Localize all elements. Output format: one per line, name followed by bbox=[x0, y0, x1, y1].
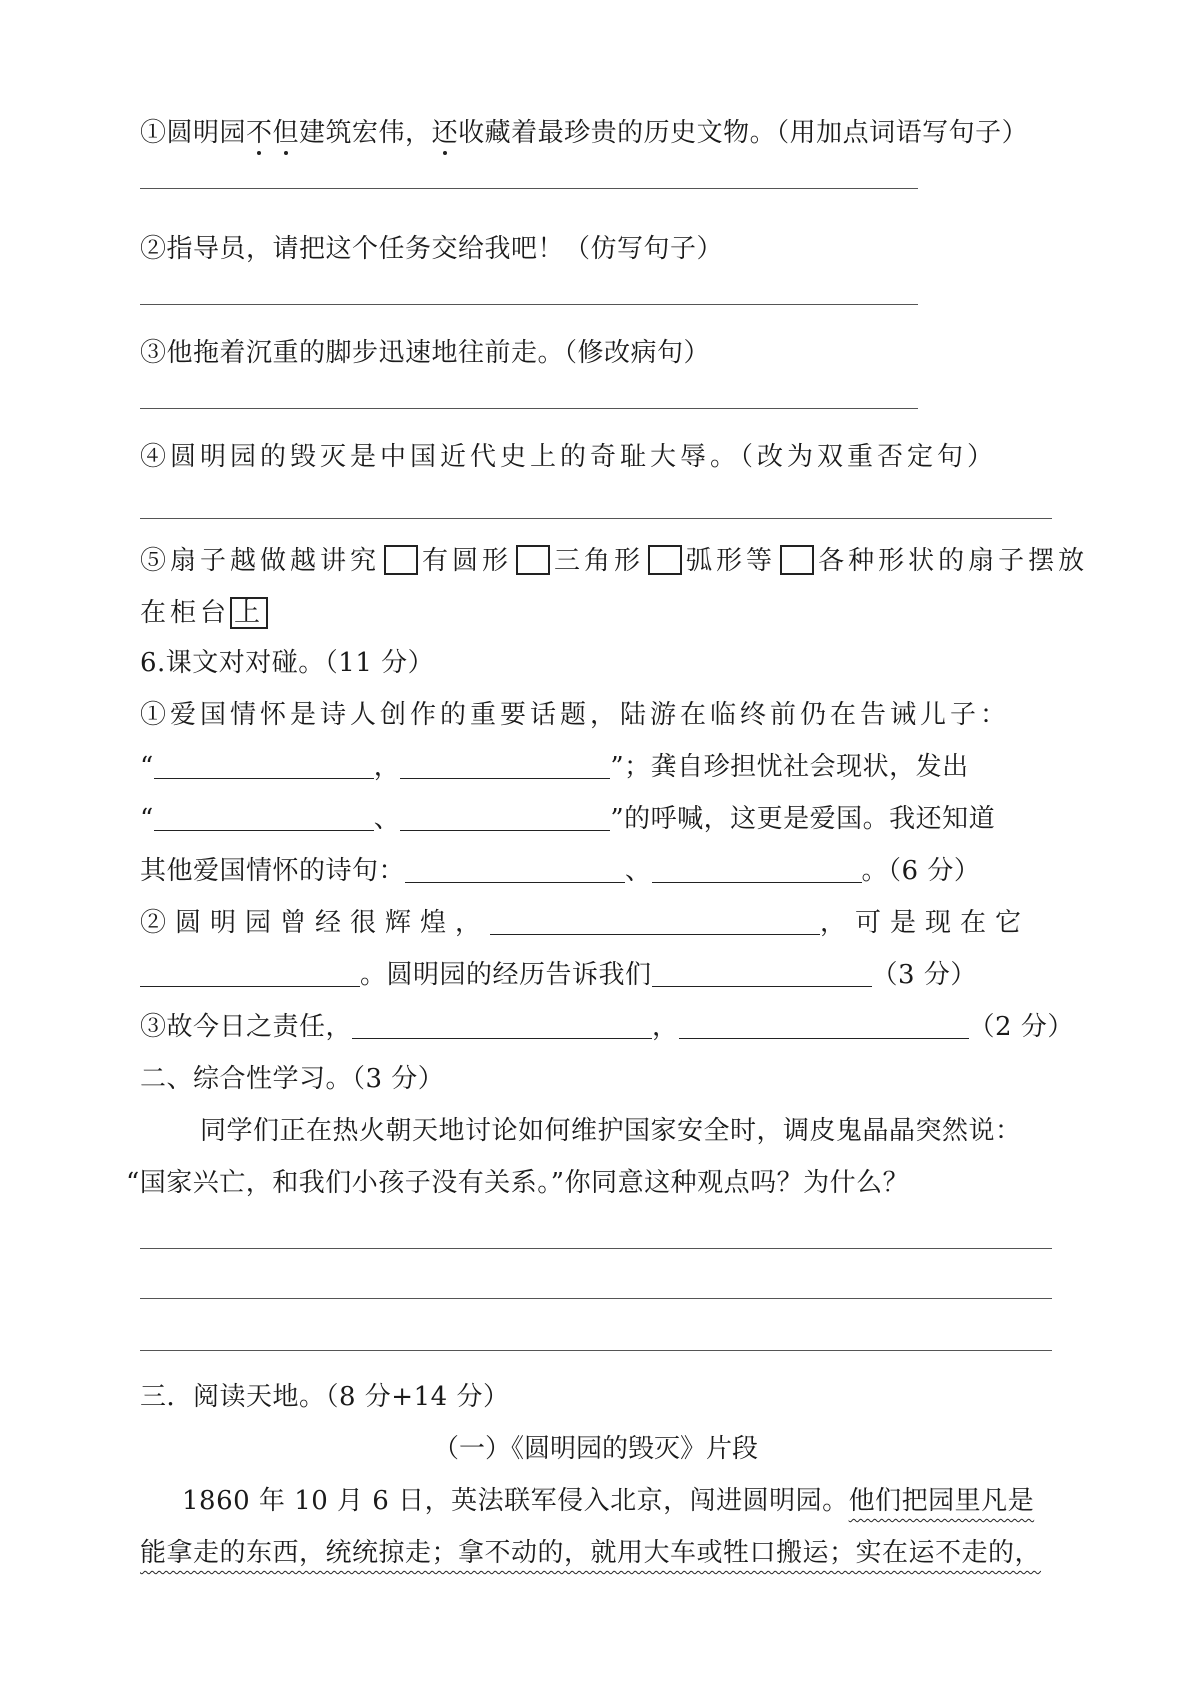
passage-line2: 能拿走的东西，统统掠走；拿不动的，就用大车或牲口搬运；实在运不走的， bbox=[140, 1538, 1042, 1568]
answer-line[interactable] bbox=[140, 408, 918, 409]
answer-line[interactable] bbox=[140, 518, 1052, 519]
passage-line1: 1860 年 10 月 6 日，英法联军侵入北京，闯进圆明园。他们把园里凡是 bbox=[182, 1486, 1035, 1516]
fill-blank[interactable] bbox=[352, 1014, 652, 1039]
passage-title: （一）《圆明园的毁灭》片段 bbox=[432, 1434, 758, 1464]
q6-p1-line2: “ ， ”；龚自珍担忧社会现状，发出 bbox=[140, 752, 969, 782]
punctuation-box[interactable]: 上 bbox=[230, 597, 268, 629]
section-3-title: 三．阅读天地。（8 分+14 分） bbox=[140, 1382, 510, 1412]
answer-line[interactable] bbox=[140, 1350, 1052, 1351]
section-2-text-line1: 同学们正在热火朝天地讨论如何维护国家安全时，调皮鬼晶晶突然说： bbox=[200, 1116, 1022, 1146]
emphasis-dot-char: 不 bbox=[246, 118, 273, 148]
punctuation-box[interactable] bbox=[384, 545, 418, 575]
q6-p3: ③故今日之责任， ， （2 分） bbox=[140, 1012, 1074, 1042]
answer-line[interactable] bbox=[140, 1298, 1052, 1299]
question-6-title: 6.课文对对碰。（11 分） bbox=[140, 648, 435, 678]
fill-blank[interactable] bbox=[400, 806, 610, 831]
item-4: ④圆明园的毁灭是中国近代史上的奇耻大辱。（改为双重否定句） bbox=[140, 442, 998, 472]
fill-blank[interactable] bbox=[405, 858, 625, 883]
answer-line[interactable] bbox=[140, 1248, 1052, 1249]
fill-blank[interactable] bbox=[400, 754, 610, 779]
item-2: ②指导员，请把这个任务交给我吧！（仿写句子） bbox=[140, 234, 724, 264]
fill-blank[interactable] bbox=[652, 858, 862, 883]
q6-p2-line2: 。圆明园的经历告诉我们 （3 分） bbox=[140, 958, 977, 992]
answer-line[interactable] bbox=[140, 188, 918, 189]
fill-blank[interactable] bbox=[490, 910, 820, 935]
emphasis-dot-char: 但 bbox=[272, 118, 300, 148]
fill-blank[interactable] bbox=[154, 806, 374, 831]
q6-p1-line1: ①爱国情怀是诗人创作的重要话题，陆游在临终前仍在告诫儿子： bbox=[140, 700, 1011, 730]
fill-blank[interactable] bbox=[652, 962, 872, 987]
emphasis-dot-char: 还 bbox=[431, 118, 459, 148]
fill-blank[interactable] bbox=[140, 962, 360, 987]
item-3: ③他拖着沉重的脚步迅速地往前走。（修改病句） bbox=[140, 338, 711, 368]
wavy-underlined-text: 他们把园里凡是 bbox=[848, 1486, 1035, 1516]
q6-p2-line1: ②圆明园曾经很辉煌， ，可是现在它 bbox=[140, 908, 1031, 938]
punctuation-box[interactable] bbox=[780, 545, 814, 575]
fill-blank[interactable] bbox=[154, 754, 374, 779]
q6-p1-line3: “ 、 ”的呼喊，这更是爱国。我还知道 bbox=[140, 804, 996, 834]
item-1: ①圆明园不但建筑宏伟，还收藏着最珍贵的历史文物。（用加点词语写句子） bbox=[140, 118, 1029, 148]
item-5-cont: 在柜台 上 bbox=[140, 596, 268, 630]
answer-line[interactable] bbox=[140, 304, 918, 305]
item-5: ⑤扇子越做越讲究 有圆形 三角形 弧形等 各种形状的扇子摆放 bbox=[140, 546, 1089, 576]
punctuation-box[interactable] bbox=[516, 545, 550, 575]
fill-blank[interactable] bbox=[679, 1014, 969, 1039]
section-2-text-line2: “国家兴亡，和我们小孩子没有关系。”你同意这种观点吗？为什么？ bbox=[126, 1168, 910, 1198]
section-2-title: 二、综合性学习。（3 分） bbox=[140, 1064, 445, 1094]
punctuation-box[interactable] bbox=[648, 545, 682, 575]
q6-p1-line4: 其他爱国情怀的诗句： 、 。（6 分） bbox=[140, 856, 981, 886]
